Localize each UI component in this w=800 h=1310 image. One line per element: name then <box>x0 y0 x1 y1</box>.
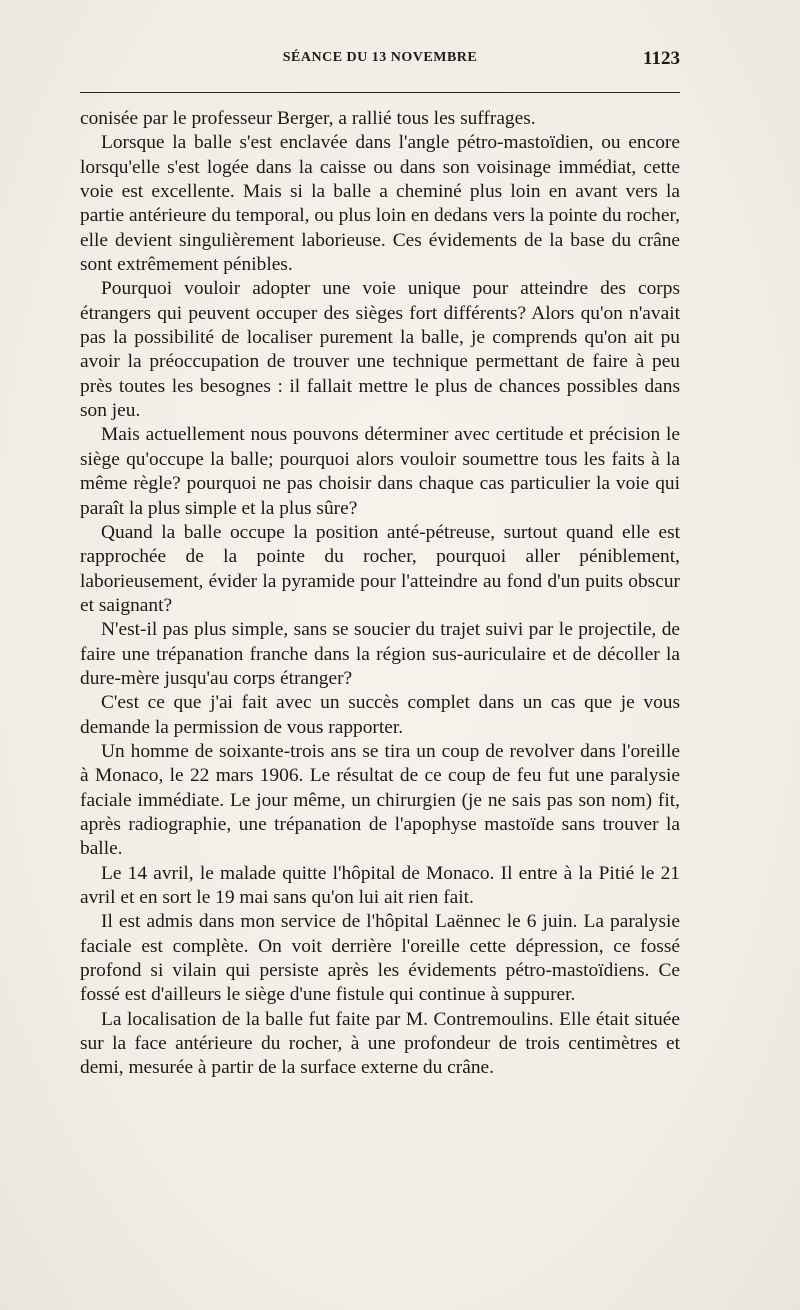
header-title: SÉANCE DU 13 NOVEMBRE <box>282 50 478 65</box>
paragraph: Pourquoi vouloir adopter une voie unique pour atteindre des corps étrangers qui peuvent occuper des sièges fort différents? Alors qu'on n'avait pas la possibilité de localiser purement la balle, je comprends qu'on ait pu avoir la préoccupation de trouver une technique permettant de faire à peu près toutes les besognes : il fallait mettre le plus de chances possibles dans son jeu. <box>80 278 680 422</box>
paragraph: La localisation de la balle fut faite par M. Contremoulins. Elle était située sur la face antérieure du rocher, à une profondeur de trois centimètres et demi, mesurée à partir de la surface externe du crâne. <box>80 1008 680 1079</box>
paragraph: Le 14 avril, le malade quitte l'hôpital de Monaco. Il entre à la Pitié le 21 avril et en sort le 19 mai sans qu'on lui ait rien fait. <box>80 862 680 908</box>
paragraph: C'est ce que j'ai fait avec un succès complet dans un cas que je vous demande la permission de vous rapporter. <box>80 692 680 738</box>
paragraph: Lorsque la balle s'est enclavée dans l'angle pétro-mastoïdien, ou encore lorsqu'elle s'est logée dans la caisse ou dans son voisinage immédiat, cette voie est excellente. Mais si la balle a cheminé plus loin en avant vers la partie antérieure du temporal, ou plus loin en dedans vers la pointe du rocher, elle devient singulièrement laborieuse. Ces évidements de la base du crâne sont extrêmement pénibles. <box>80 132 680 276</box>
running-header <box>80 48 680 74</box>
paragraph: Un homme de soixante-trois ans se tira un coup de revolver dans l'oreille à Monaco, le 22 mars 1906. Le résultat de ce coup de feu fut une paralysie faciale immédiate. Le jour même, un chirurgien (je ne sais pas son nom) fit, après radiographie, une trépanation de l'apophyse mastoïde sans trouver la balle. <box>80 740 680 860</box>
page-number: 1123 <box>643 48 680 69</box>
header-rule <box>80 92 680 93</box>
paragraph: Mais actuellement nous pouvons déterminer avec certitude et précision le siège qu'occupe la balle; pourquoi alors vouloir soumettre tous les faits à la même règle? pourquoi ne pas choisir dans chaque cas particulier la voie qui paraît la plus simple et la plus sûre? <box>80 424 680 519</box>
paragraph-continued: conisée par le professeur Berger, a rallié tous les suffrages. <box>80 108 536 129</box>
paragraph: Il est admis dans mon service de l'hôpital Laënnec le 6 juin. La paralysie faciale est complète. On voit derrière l'oreille cette dépression, ce fossé profond si vilain qui persiste après les évidements pétro-mastoïdiens. Ce fossé est d'ailleurs le siège d'une fistule qui continue à suppurer. <box>80 911 680 1006</box>
paragraph: Quand la balle occupe la position anté-pétreuse, surtout quand elle est rapprochée de la pointe du rocher, pourquoi aller péniblement, laborieusement, évider la pyramide pour l'atteindre au fond d'un puits obscur et saignant? <box>80 521 680 616</box>
paragraph: N'est-il pas plus simple, sans se soucier du trajet suivi par le projectile, de faire une trépanation franche dans la région sus-auriculaire et de décoller la dure-mère jusqu'au corps étranger? <box>80 619 680 689</box>
body-text <box>80 107 680 1081</box>
